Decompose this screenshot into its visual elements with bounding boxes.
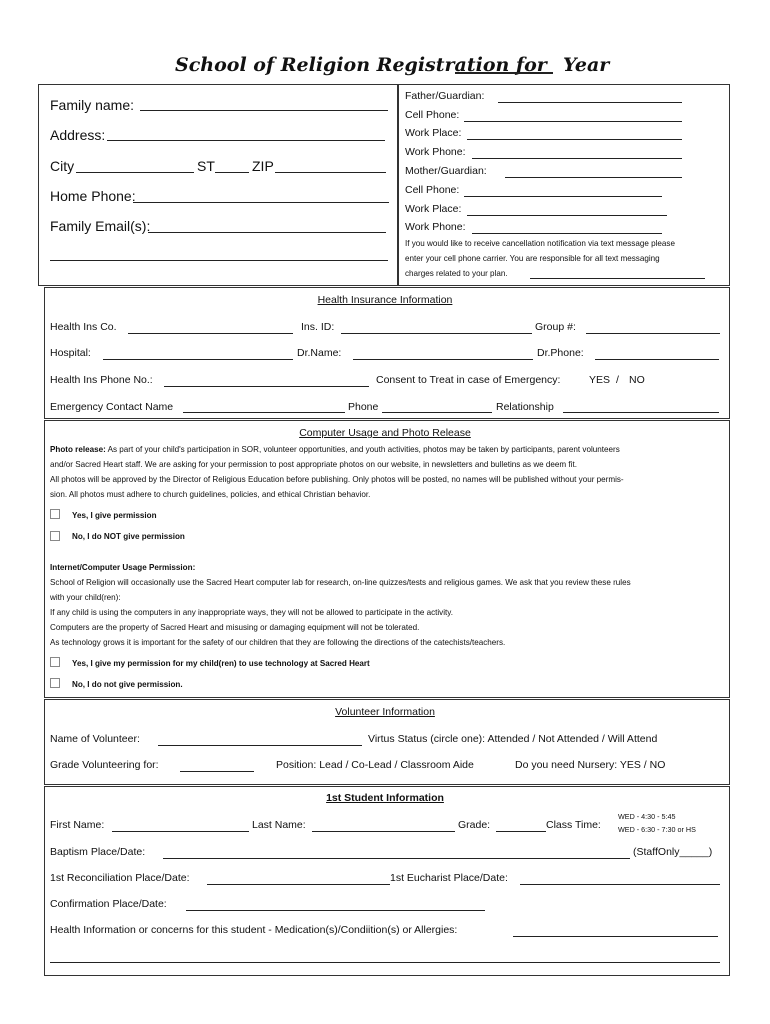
work-phone-2-label: Work Phone:	[405, 221, 466, 233]
eucharist-field[interactable]	[520, 884, 720, 885]
consent-yes[interactable]: YES	[589, 374, 611, 386]
emergency-label: Emergency Contact Name	[50, 401, 174, 413]
photo-yes-label: Yes, I give permission	[72, 511, 157, 520]
family-name-label: Family name:	[50, 97, 135, 113]
grade-volunteering-label: Grade Volunteering for:	[50, 759, 159, 771]
dr-name-label: Dr.Name:	[297, 347, 342, 359]
family-email-label: Family Email(s):	[50, 218, 151, 234]
work-place-2-label: Work Place:	[405, 203, 462, 215]
cell-phone-2-label: Cell Phone:	[405, 184, 460, 196]
zip-label: ZIP	[252, 158, 274, 174]
st-label: ST	[197, 158, 215, 174]
ins-co-label: Health Ins Co.	[50, 321, 117, 333]
work-place-1-field[interactable]	[467, 139, 682, 140]
relationship-label: Relationship	[496, 401, 554, 413]
hospital-field[interactable]	[103, 359, 293, 360]
baptism-label: Baptism Place/Date:	[50, 846, 146, 858]
last-name-field[interactable]	[312, 831, 455, 832]
group-field[interactable]	[586, 333, 720, 334]
internet-text-5: As technology grows it is important for the safety of our children that they are following the directions of the catechists/teachers.	[50, 638, 506, 647]
staff-only-label: (StaffOnly_____)	[633, 846, 713, 858]
ins-id-label: Ins. ID:	[301, 321, 335, 333]
zip-field[interactable]	[275, 172, 386, 173]
class-time-label: Class Time:	[546, 819, 601, 831]
sms-note-line-1: If you would like to receive cancellation notification via text message please	[405, 239, 675, 248]
class-time-option-1[interactable]: WED - 4:30 - 5:45	[618, 812, 676, 821]
ins-co-field[interactable]	[128, 333, 293, 334]
family-email-field-2[interactable]	[50, 260, 388, 261]
confirmation-field[interactable]	[186, 910, 485, 911]
phone-label: Phone	[348, 401, 379, 413]
city-label: City	[50, 158, 75, 174]
sms-note-line-3: charges related to your plan.	[405, 269, 508, 278]
class-time-option-2[interactable]: WED - 6:30 - 7:30 or HS	[618, 825, 696, 834]
student-grade-label: Grade:	[458, 819, 491, 831]
home-phone-label: Home Phone:	[50, 188, 136, 204]
health-heading: Health Insurance Information	[317, 294, 453, 306]
tech-yes-label: Yes, I give my permission for my child(ren) to use technology at Sacred Heart	[72, 659, 370, 668]
grade-volunteering-field[interactable]	[180, 771, 254, 772]
photo-release-text-2: and/or Sacred Heart staff. We are asking for your permission to post appropriate photos on our website, in newsletters and bulletins as we deem fit.	[50, 460, 577, 469]
sms-note-line-2: enter your cell phone carrier. You are responsible for all text messaging	[405, 254, 660, 263]
volunteer-heading: Volunteer Information	[335, 706, 435, 718]
photo-release-line-1	[50, 445, 620, 454]
health-section	[44, 287, 730, 419]
nursery-options[interactable]: Do you need Nursery: YES / NO	[515, 759, 666, 771]
internet-label: Internet/Computer Usage Permission:	[50, 563, 196, 572]
home-phone-field[interactable]	[133, 202, 389, 203]
internet-text-1: School of Religion will occasionally use the Sacred Heart computer lab for research, on-line quizzes/tests and religious games. We ask that you review these rules	[50, 578, 631, 587]
photo-release-text-3: All photos will be approved by the Director of Religious Education before publishing. Only photos will be posted, no names will be published without your permis-	[50, 475, 624, 484]
dr-phone-label: Dr.Phone:	[537, 347, 584, 359]
st-field[interactable]	[215, 172, 249, 173]
first-name-field[interactable]	[112, 831, 249, 832]
internet-text-3: If any child is using the computers in any inappropriate ways, they will not be allowed to participate in the activity.	[50, 608, 453, 617]
title-suffix: Year	[563, 54, 610, 76]
emergency-field[interactable]	[183, 412, 345, 413]
address-field[interactable]	[107, 140, 385, 141]
mother-field[interactable]	[505, 177, 682, 178]
family-email-field[interactable]	[148, 232, 386, 233]
cell-phone-1-label: Cell Phone:	[405, 109, 460, 121]
last-name-label: Last Name:	[252, 819, 306, 831]
city-field[interactable]	[76, 172, 194, 173]
consent-slash: /	[616, 374, 619, 386]
health-concerns-field-2[interactable]	[50, 962, 720, 963]
dr-phone-field[interactable]	[595, 359, 719, 360]
confirmation-label: Confirmation Place/Date:	[50, 898, 167, 910]
student-grade-field[interactable]	[496, 831, 546, 832]
tech-no-checkbox[interactable]	[50, 678, 60, 688]
reconciliation-label: 1st Reconciliation Place/Date:	[50, 872, 190, 884]
eucharist-label: 1st Eucharist Place/Date:	[390, 872, 508, 884]
relationship-field[interactable]	[563, 412, 719, 413]
mother-label: Mother/Guardian:	[405, 165, 487, 177]
ins-id-field[interactable]	[341, 333, 532, 334]
title-prefix: School of Religion Registration for	[175, 54, 547, 76]
phone-field[interactable]	[382, 412, 492, 413]
photo-yes-checkbox[interactable]	[50, 509, 60, 519]
computer-heading: Computer Usage and Photo Release	[299, 427, 471, 439]
family-section	[38, 84, 398, 286]
student-heading: 1st Student Information	[326, 792, 444, 804]
cell-phone-2-field[interactable]	[464, 196, 662, 197]
year-field[interactable]	[455, 72, 553, 74]
first-name-label: First Name:	[50, 819, 105, 831]
photo-release-text-1: As part of your child's participation in SOR, volunteer opportunities, and youth activities, photos may be taken by participants, parent volunteers	[107, 445, 620, 454]
hospital-label: Hospital:	[50, 347, 91, 359]
health-concerns-label: Health Information or concerns for this student - Medication(s)/Condiition(s) or Allergies:	[50, 924, 458, 936]
photo-no-checkbox[interactable]	[50, 531, 60, 541]
volunteer-name-field[interactable]	[158, 745, 362, 746]
father-label: Father/Guardian:	[405, 90, 485, 102]
internet-text-4: Computers are the property of Sacred Heart and misusing or damaging equipment will not be tolerated.	[50, 623, 420, 632]
consent-label: Consent to Treat in case of Emergency:	[376, 374, 561, 386]
dr-name-field[interactable]	[353, 359, 533, 360]
cell-phone-1-field[interactable]	[464, 121, 682, 122]
photo-release-label: Photo release:	[50, 445, 106, 454]
reconciliation-field[interactable]	[207, 884, 390, 885]
work-place-2-field[interactable]	[467, 215, 667, 216]
carrier-field[interactable]	[530, 278, 705, 279]
baptism-field[interactable]	[163, 858, 630, 859]
virtus-status[interactable]: Virtus Status (circle one): Attended / Not Attended / Will Attend	[368, 733, 658, 745]
internet-text-2: with your child(ren):	[50, 593, 121, 602]
position-options[interactable]: Position: Lead / Co-Lead / Classroom Aide	[276, 759, 474, 771]
work-phone-1-field[interactable]	[472, 158, 682, 159]
consent-no[interactable]: NO	[629, 374, 645, 386]
volunteer-name-label: Name of Volunteer:	[50, 733, 140, 745]
ins-phone-label: Health Ins Phone No.:	[50, 374, 153, 386]
work-phone-1-label: Work Phone:	[405, 146, 466, 158]
father-field[interactable]	[498, 102, 682, 103]
address-label: Address:	[50, 127, 106, 143]
photo-no-label: No, I do NOT give permission	[72, 532, 185, 541]
tech-yes-checkbox[interactable]	[50, 657, 60, 667]
work-place-1-label: Work Place:	[405, 127, 462, 139]
family-name-field[interactable]	[140, 110, 388, 111]
tech-no-label: No, I do not give permission.	[72, 680, 183, 689]
health-concerns-field[interactable]	[513, 936, 718, 937]
photo-release-text-4: sion. All photos must adhere to church guidelines, policies, and ethical Christian behavior.	[50, 490, 371, 499]
work-phone-2-field[interactable]	[472, 233, 662, 234]
group-label: Group #:	[535, 321, 576, 333]
ins-phone-field[interactable]	[164, 386, 369, 387]
